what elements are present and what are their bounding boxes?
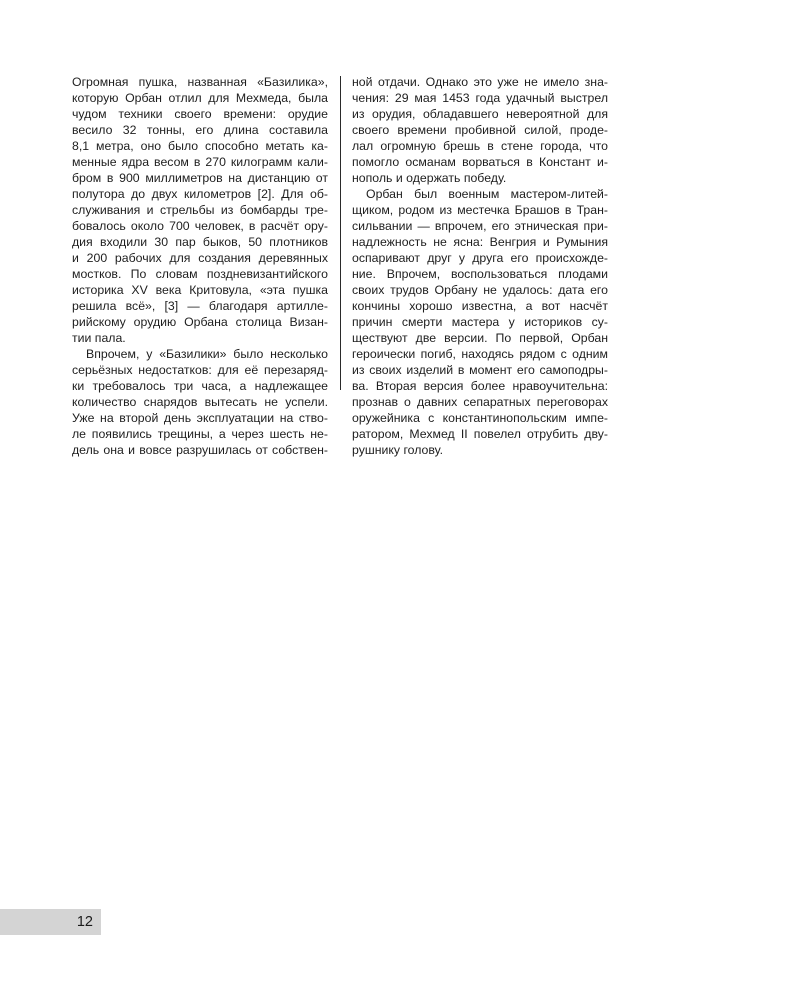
text-line: ной отдачи. Однако это уже не имело зна-: [352, 75, 608, 89]
text-line: ки требовалось три часа, а надлежащее: [72, 379, 328, 393]
text-line: чения: 29 мая 1453 года удачный выстрел: [352, 91, 608, 105]
text-line: ле появились трещины, а через шесть не-: [72, 427, 328, 441]
text-line: полутора до двух километров [2]. Для об-: [72, 187, 328, 201]
text-line: ние. Впрочем, воспользоваться плодами: [352, 267, 608, 281]
text-line: мостков. По словам поздневизантийского: [72, 267, 328, 281]
text-line: Впрочем, у «Базилики» было несколько: [86, 347, 328, 361]
text-line: которую Орбан отлил для Мехмеда, была: [72, 91, 328, 105]
right-text-column: [352, 74, 608, 458]
text-line: Орбан был военным мастером-литей-: [366, 187, 608, 201]
text-line: серьёзных недостатков: для её перезаряд-: [72, 363, 328, 377]
column-divider: [340, 76, 341, 390]
text-line: решила всё», [3] — благодаря артилле-: [72, 299, 328, 313]
text-line: надлежность не ясна: Венгрия и Румыния: [352, 235, 608, 249]
text-line: оружейника с константинопольским импе-: [352, 411, 608, 425]
text-line: рийскому орудию Орбана столица Визан-: [72, 315, 328, 329]
text-line: из своих изделий в момент его самоподры-: [352, 363, 608, 377]
page-number: 12: [76, 914, 93, 930]
text-line: щиком, родом из местечка Брашов в Тран-: [352, 203, 608, 217]
text-line: своего времени пробивной силой, проде-: [352, 123, 608, 137]
text-line: менные ядра весом в 270 килограмм кали-: [72, 155, 328, 169]
text-line: лал огромную брешь в стене города, что: [352, 139, 608, 153]
text-line: ществуют две версии. По первой, Орбан: [352, 331, 608, 345]
text-line: количество снарядов вытесать не успели.: [72, 395, 328, 409]
page-number-tab: [0, 909, 101, 935]
text-line: ва. Вторая версия более нравоучительна:: [352, 379, 608, 393]
text-line: причин смерти мастера у историков су-: [352, 315, 608, 329]
text-line: нополь и одержать победу.: [352, 171, 507, 185]
text-line: тии пала.: [72, 331, 126, 345]
text-line: ратором, Мехмед II повелел отрубить дву-: [352, 427, 608, 441]
text-line: 8,1 метра, оно было способно метать ка-: [72, 139, 328, 153]
left-text-column: [72, 74, 328, 458]
text-line: дель она и вовсе разрушилась от собствен-: [72, 443, 328, 457]
text-line: из орудия, обладавшего невероятной для: [352, 107, 608, 121]
text-line: рушнику голову.: [352, 443, 443, 457]
text-line: Уже на второй день эксплуатации на ство-: [72, 411, 328, 425]
text-line: историка XV века Критовула, «эта пушка: [72, 283, 328, 297]
text-line: и 200 рабочих для создания деревянных: [72, 251, 328, 265]
text-line: дия входили 30 пар быков, 50 плотников: [72, 235, 328, 249]
text-line: весило 32 тонны, его длина составила: [72, 123, 328, 137]
text-line: служивания и стрельбы из бомбарды тре-: [72, 203, 328, 217]
text-line: бовалось около 700 человек, в расчёт ору-: [72, 219, 328, 233]
text-line: сильвании — впрочем, его этническая при-: [352, 219, 608, 233]
text-line: Огромная пушка, названная «Базилика»,: [72, 75, 328, 89]
text-line: чудом техники своего времени: орудие: [72, 107, 328, 121]
text-line: своих трудов Орбану не удалось: дата его: [352, 283, 608, 297]
text-line: героически погиб, находясь рядом с одним: [352, 347, 608, 361]
text-line: кончины хорошо известна, а вот насчёт: [352, 299, 608, 313]
text-line: помогло османам ворваться в Констант и-: [352, 155, 608, 169]
text-line: оспаривают друг у друга его происхожде-: [352, 251, 608, 265]
text-line: прознав о давних сепаратных переговорах: [352, 395, 608, 409]
text-line: бром в 900 миллиметров на дистанцию от: [72, 171, 328, 185]
